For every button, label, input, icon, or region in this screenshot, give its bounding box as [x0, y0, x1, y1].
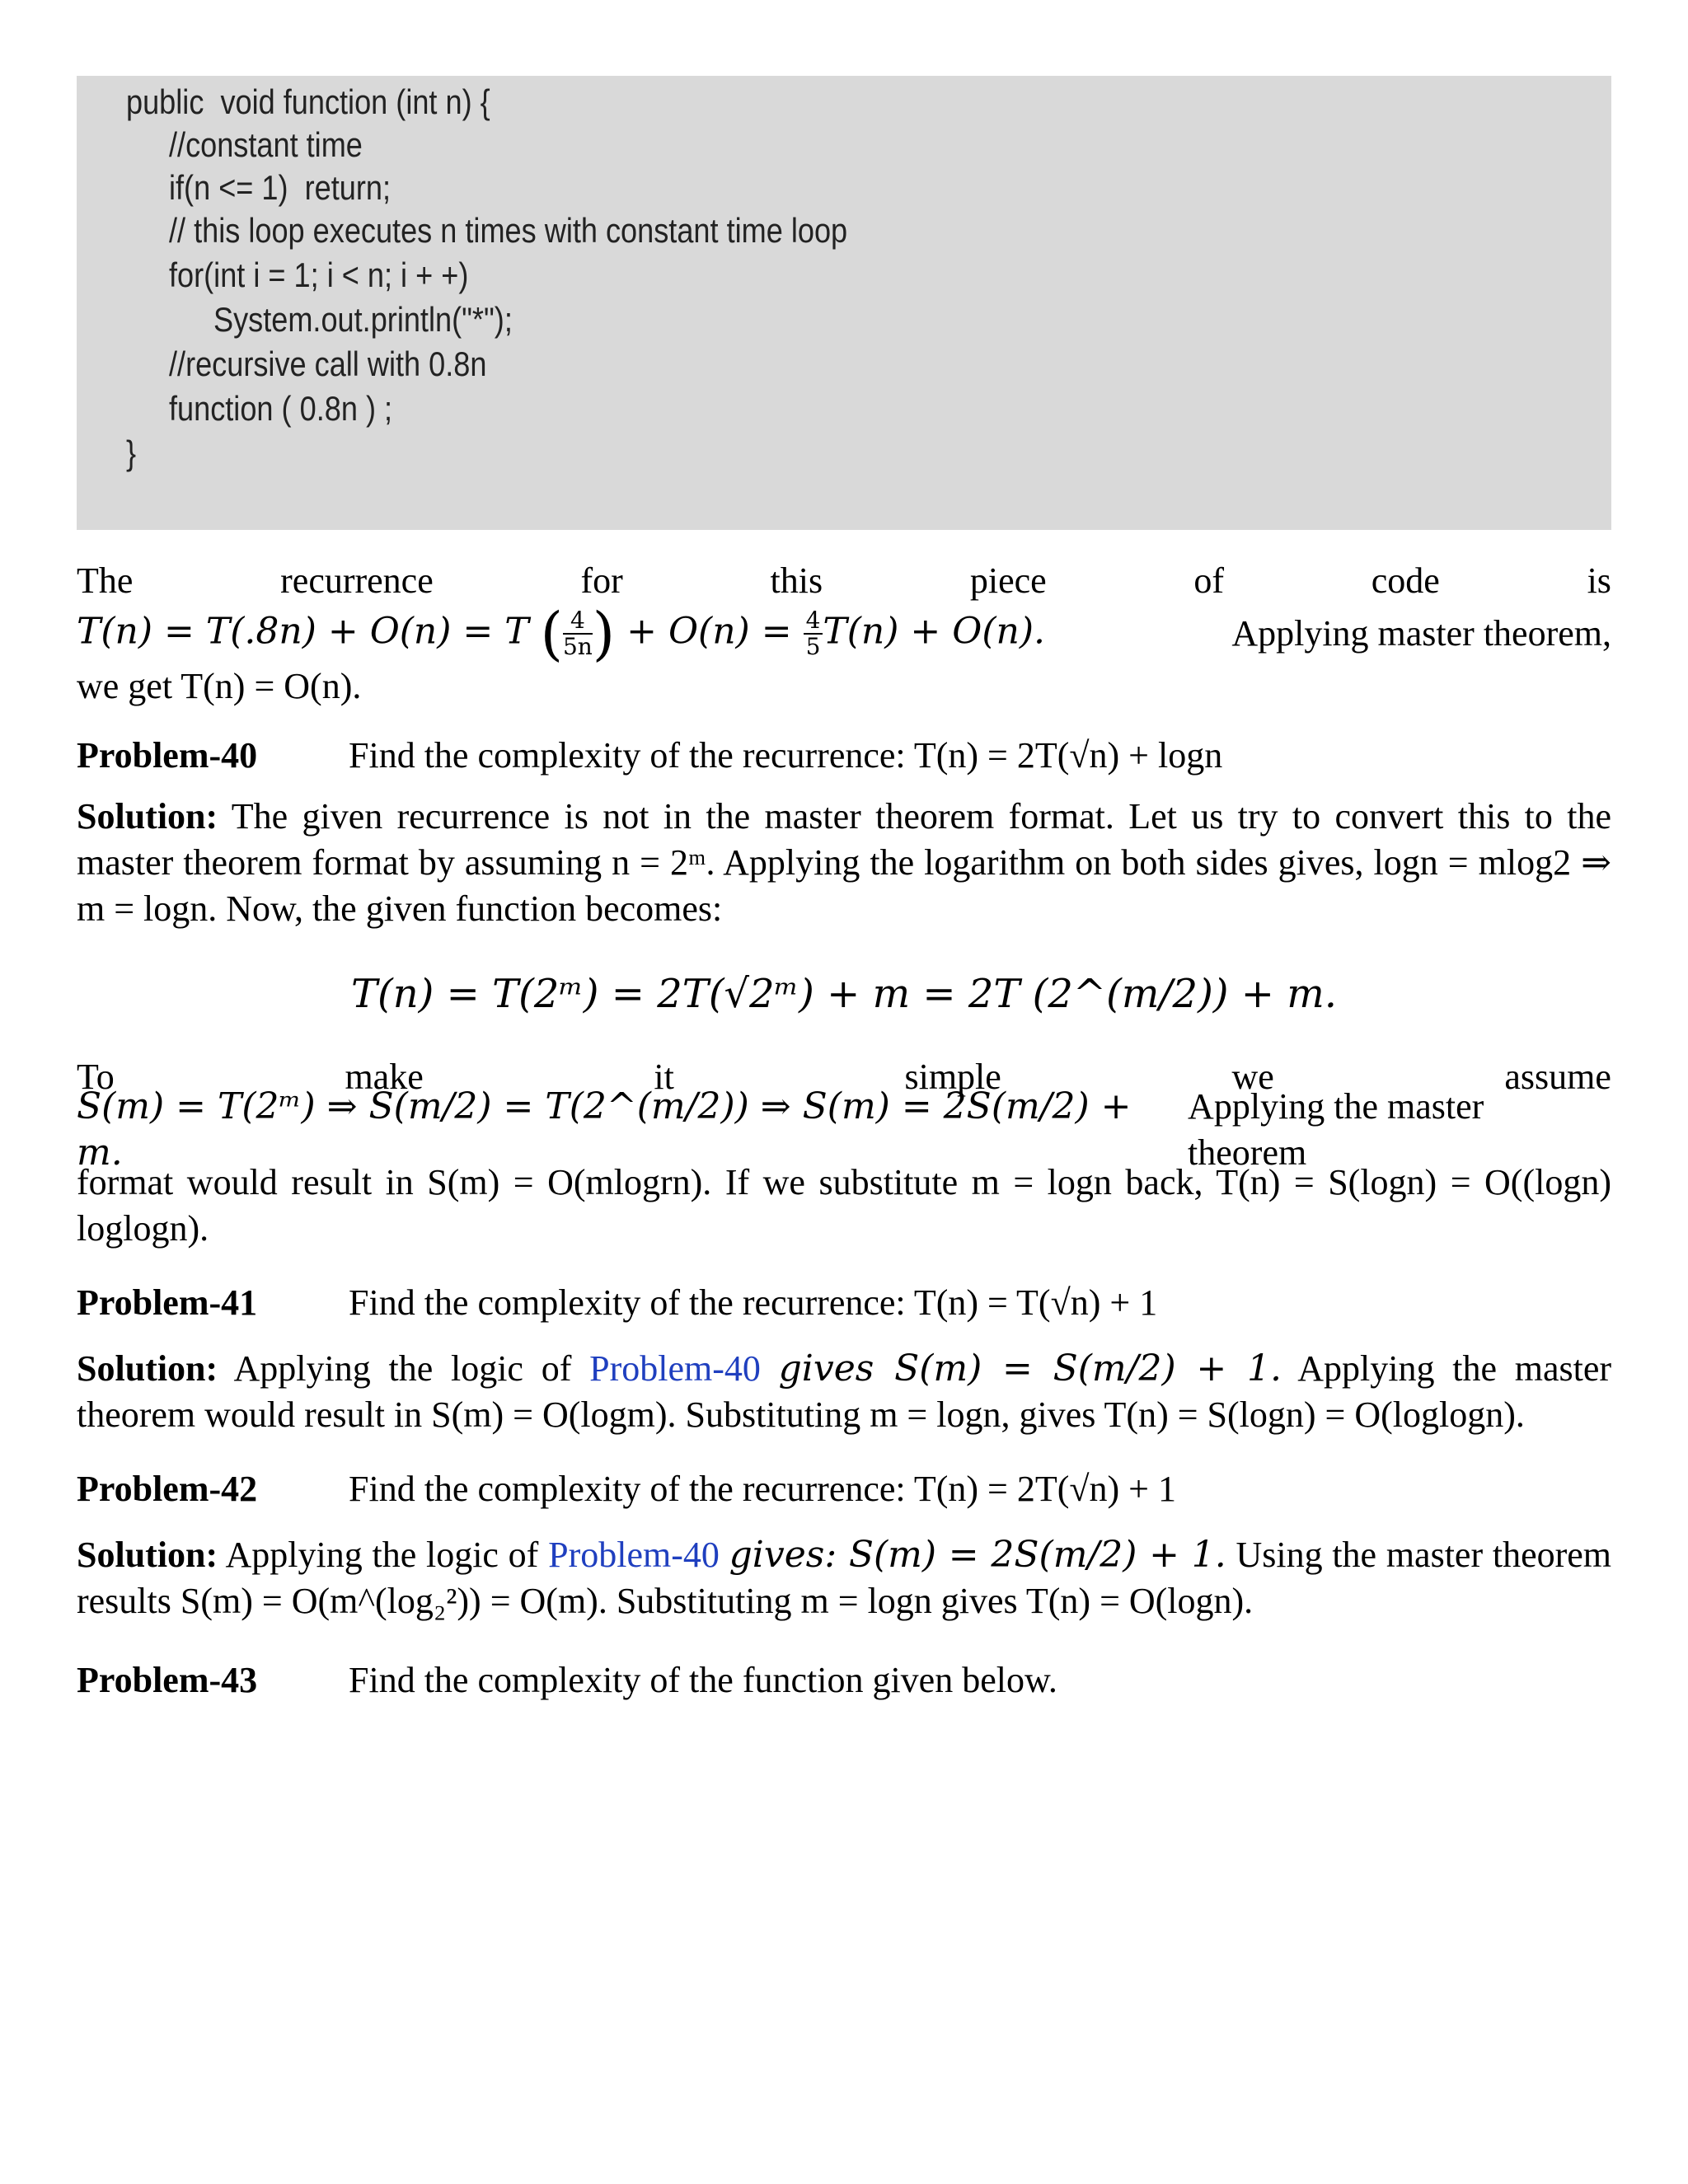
page-content	[77, 76, 1611, 1704]
frac-num: 4	[563, 608, 593, 635]
display-equation: T(n) = T(2ᵐ) = 2T(√2ᵐ) + m = 2T (2^(m/2)) + m.	[350, 971, 1338, 1017]
word: To	[77, 1057, 115, 1097]
word: recurrence	[280, 560, 434, 601]
problem-question: Find the complexity of the recurrence: T(n) = 2T(√n) + 1	[349, 1469, 1176, 1509]
solution-text: Using the master theorem results S(m) = O(m^(log₂²)) = O(m). Substituting m = logn gives T(n) = O(logn).	[77, 1535, 1612, 1621]
code-line: System.out.println("*");	[213, 300, 513, 339]
s-equation-line	[77, 1085, 1611, 1174]
problem-label: Problem-40	[77, 735, 258, 776]
code-line: function ( 0.8n ) ;	[169, 389, 393, 428]
s-tail: Applying the master theorem	[1188, 1086, 1484, 1173]
frac-den: 5	[805, 633, 821, 660]
word: is	[1587, 560, 1611, 601]
solution-label: Solution:	[77, 796, 218, 837]
solution-label: Solution:	[77, 1535, 218, 1575]
paren: (	[540, 600, 563, 668]
frac-num: 4	[804, 608, 823, 635]
word: simple	[904, 1057, 1001, 1097]
problem-label: Problem-42	[77, 1469, 258, 1509]
eq-text: T(n) + O(n).	[823, 610, 1045, 653]
problem-label: Problem-41	[77, 1282, 258, 1323]
frac-den: 5n	[562, 633, 593, 660]
problem-42-heading	[77, 1466, 1611, 1512]
code-line: for(int i = 1; i < n; i + +)	[169, 255, 469, 294]
word: assume	[1504, 1057, 1611, 1097]
problem-40-substitution	[77, 1054, 1611, 1252]
intro-line-3: we get T(n) = O(n).	[77, 666, 362, 706]
fraction	[804, 608, 823, 659]
eq-text: + O(n) =	[626, 610, 792, 653]
problem-label: Problem-43	[77, 1660, 258, 1700]
solution-text: Applying the logic of	[233, 1348, 572, 1389]
intro-equation	[77, 600, 1045, 668]
solution-text: The given recurrence is not in the master theorem format. Let us try to convert this to the master theorem format by assuming n = 2ᵐ. Applying the logarithm on both sides gives, logn = mlog2 ⇒ m = logn. Now, the given function becomes:	[77, 796, 1611, 929]
problem-43-heading	[77, 1657, 1611, 1704]
problem-question: Find the complexity of the recurrence: T(n) = T(√n) + 1	[349, 1282, 1158, 1323]
code-line: if(n <= 1) return;	[169, 168, 392, 207]
problem-42-solution	[77, 1532, 1611, 1624]
word: it	[654, 1057, 674, 1097]
problem-40-link[interactable]: Problem-40	[548, 1535, 720, 1575]
code-line: //recursive call with 0.8n	[169, 344, 487, 383]
fraction	[563, 608, 593, 659]
word: code	[1371, 560, 1440, 601]
word: this	[770, 560, 823, 601]
intro-tail: Applying master theorem,	[1231, 613, 1611, 654]
solution-formula: gives S(m) = S(m/2) + 1.	[778, 1347, 1282, 1390]
solution-formula: gives: S(m) = 2S(m/2) + 1.	[729, 1534, 1226, 1576]
word: of	[1193, 560, 1225, 601]
code-line: // this loop executes n times with constant time loop	[169, 211, 848, 250]
solution-text: Applying the master theorem would result in S(m) = O(logm). Substituting m = logn, gives T(n) = S(logn) = O(loglogn).	[77, 1348, 1612, 1435]
problem-question: Find the complexity of the recurrence: T(n) = 2T(√n) + logn	[349, 735, 1223, 776]
word: we	[1231, 1057, 1274, 1097]
code-line: public void function (int n) {	[126, 82, 490, 121]
s-equation: S(m) = T(2ᵐ) ⇒ S(m/2) = T(2^(m/2)) ⇒ S(m) = 2S(m/2) + m.	[77, 1085, 1132, 1174]
solution-text: Applying the logic of	[225, 1535, 539, 1575]
paren: )	[592, 600, 616, 668]
solution-label: Solution:	[77, 1348, 218, 1389]
code-block	[77, 76, 1611, 530]
word: The	[77, 560, 134, 601]
intro-paragraph	[77, 558, 1611, 710]
eq-text: T(n) = T(.8n) + O(n) = T	[77, 610, 529, 653]
problem-question: Find the complexity of the function given below.	[349, 1660, 1057, 1700]
problem-41-solution	[77, 1346, 1611, 1438]
intro-line-1	[77, 558, 1611, 604]
problem-40-heading	[77, 733, 1611, 779]
intro-line-2	[77, 600, 1611, 668]
code-line: //constant time	[169, 125, 363, 164]
problem-40-solution	[77, 794, 1611, 932]
word: piece	[969, 560, 1047, 601]
code-line: }	[126, 434, 137, 472]
problem-41-heading	[77, 1280, 1611, 1326]
result-text: format would result in S(m) = O(mlogrn). If we substitute m = logn back, T(n) = S(logn) = O((logn) loglogn).	[77, 1162, 1611, 1249]
word: for	[580, 560, 623, 601]
problem-40-link[interactable]: Problem-40	[589, 1348, 761, 1389]
word: make	[345, 1057, 424, 1097]
